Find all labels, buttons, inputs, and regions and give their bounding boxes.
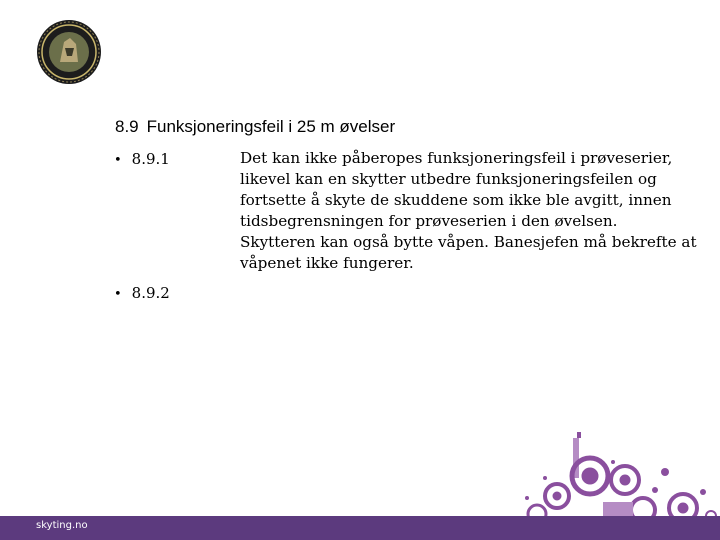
target-collage-decoration — [515, 432, 720, 524]
section-title-text: Funksjoneringsfeil i 25 m øvelser — [146, 117, 396, 136]
bullet-item — [114, 284, 170, 302]
rule-number: 8.9.2 — [131, 284, 170, 302]
footer-bar — [0, 516, 720, 540]
section-number: 8.9 — [115, 117, 139, 136]
bullet-dot-icon: • — [114, 287, 122, 302]
section-title — [115, 117, 395, 137]
rule-number: 8.9.1 — [131, 150, 170, 168]
rule-text: Skytteren kan også bytte våpen. Banesjefen må bekrefte at våpenet ikke fungerer. — [240, 233, 697, 272]
bullet-item — [114, 150, 170, 168]
rule-text-column — [240, 148, 700, 274]
rule-text: Det kan ikke påberopes funksjoneringsfeil i prøveserier, likevel kan en skytter utbedre funksjoneringsfeilen og fortsette å skyte de skuddene som ikke ble avgitt, innen tidsbegrensningen for prøveserien i den øvelsen. — [240, 149, 673, 230]
bullet-dot-icon: • — [114, 153, 122, 168]
club-emblem-logo — [34, 18, 104, 86]
footer-site-label: skyting.no — [36, 520, 88, 531]
